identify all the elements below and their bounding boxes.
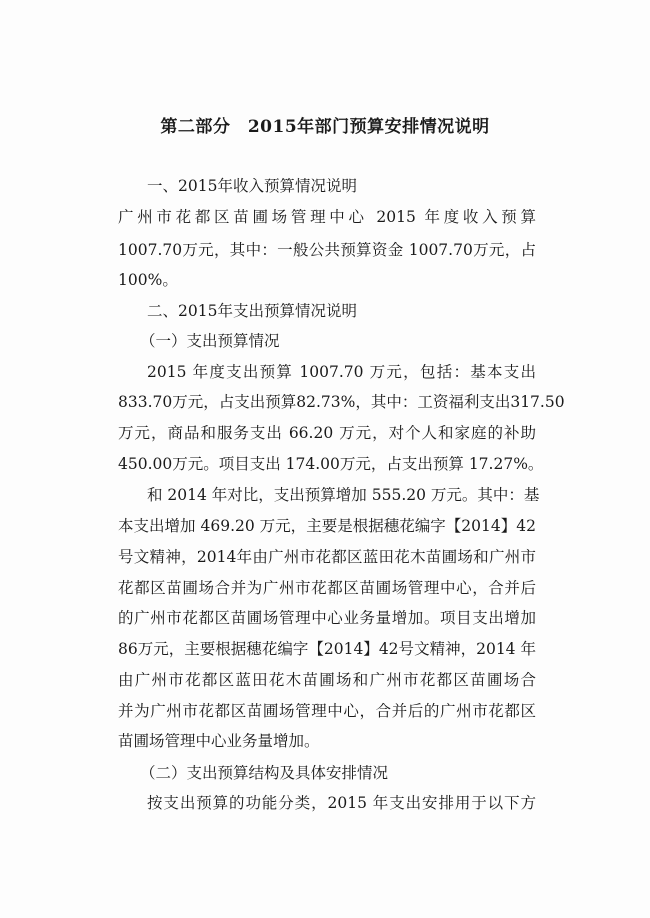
paragraph-line: 广州市花都区苗圃场管理中心 2015 年度收入预算 [118,208,536,226]
subheading-expenditure-overview: （一）支出预算情况 [140,332,280,350]
subheading-expenditure-structure: （二）支出预算结构及具体安排情况 [140,764,389,782]
paragraph-line: 833.70万元，占支出预算82.73%，其中：工资福利支出317.50 [118,393,565,411]
paragraph-line: 1007.70万元，其中：一般公共预算资金 1007.70万元，占 [118,241,536,259]
document-title: 第二部分 2015年部门预算安排情况说明 [160,117,490,137]
paragraph-line: 并为广州市花都区苗圃场管理中心，合并后的广州市花都区 [118,702,536,720]
paragraph-line: 2015 年度支出预算 1007.70 万元，包括：基本支出 [147,363,536,381]
paragraph-line: 450.00万元。项目支出 174.00万元，占支出预算 17.27%。 [118,455,544,473]
paragraph-line: 万元，商品和服务支出 66.20 万元，对个人和家庭的补助 [118,424,536,442]
paragraph-line: 和 2014 年对比，支出预算增加 555.20 万元。其中：基 [147,486,540,504]
paragraph-line: 本支出增加 469.20 万元，主要是根据穗花编字【2014】42 [118,517,536,535]
section-heading-expenditure: 二、2015年支出预算情况说明 [147,302,357,320]
paragraph-line: 号文精神，2014年由广州市花都区蓝田花木苗圃场和广州市 [118,548,536,566]
section-heading-income: 一、2015年收入预算情况说明 [147,177,357,195]
paragraph-line: 苗圃场管理中心业务量增加。 [118,732,320,750]
paragraph-line: 86万元，主要根据穗花编字【2014】42号文精神，2014 年 [118,640,536,658]
paragraph-line: 按支出预算的功能分类，2015 年支出安排用于以下方 [147,794,536,812]
paragraph-line: 100%。 [118,271,178,289]
paragraph-line: 由广州市花都区蓝田花木苗圃场和广州市花都区苗圃场合 [118,671,536,689]
paragraph-line: 花都区苗圃场合并为广州市花都区苗圃场管理中心，合并后 [118,579,536,597]
paragraph-line: 的广州市花都区苗圃场管理中心业务量增加。项目支出增加 [118,609,536,627]
